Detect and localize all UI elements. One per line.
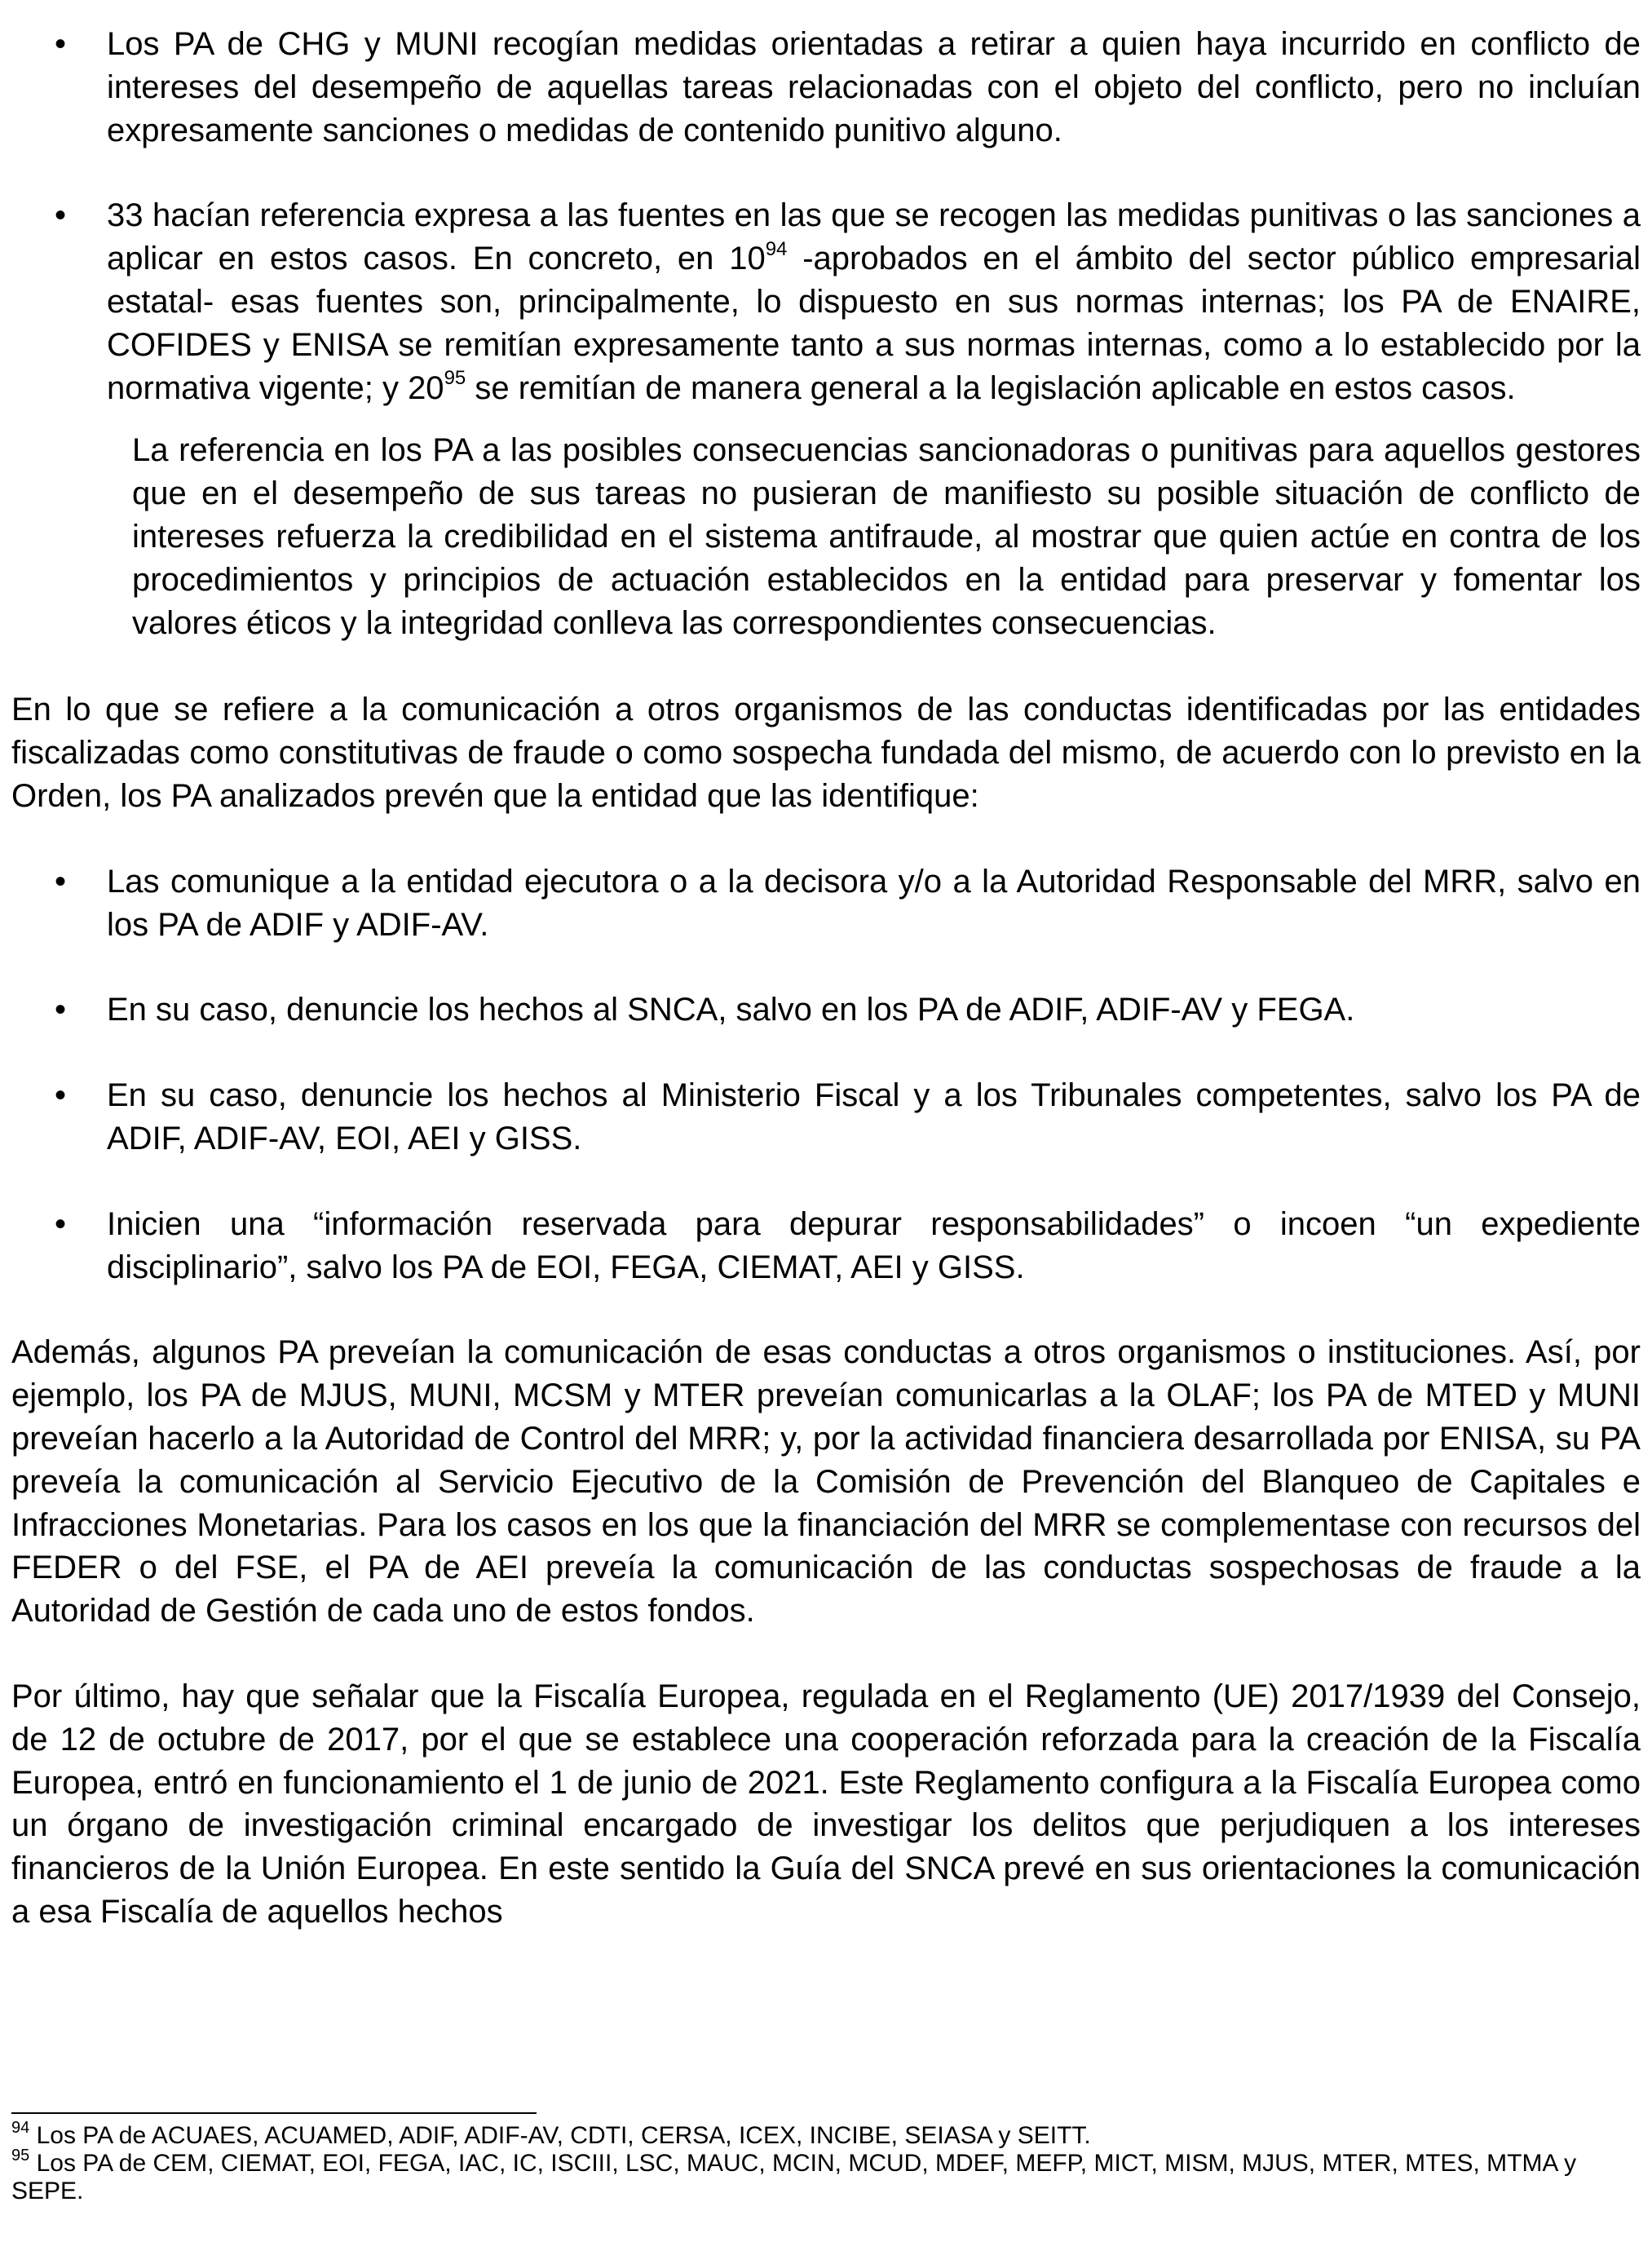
bullet-icon: •: [55, 863, 67, 900]
bullet-icon: •: [55, 26, 67, 62]
list-item: [11, 23, 1641, 152]
list-item: [11, 860, 1641, 947]
list-item-text: Los PA de CHG y MUNI recogían medidas orientadas a retirar a quien haya incurrido en conflicto de intereses del desempeño de aquellas tareas relacionadas con el objeto del conflicto, pero no incluían expresamente sanciones o medidas de contenido punitivo alguno.: [107, 26, 1641, 148]
list-item: [11, 988, 1641, 1032]
bullet-icon: •: [55, 1205, 67, 1242]
bullet-icon: •: [55, 1077, 67, 1114]
top-bullet-list: [11, 23, 1641, 409]
list-item: [11, 1203, 1641, 1289]
list-item-text: 33 hacían referencia expresa a las fuentes en las que se recogen las medidas punitivas o las sanciones a aplicar en estos casos. En concreto, en 10: [107, 197, 1641, 277]
list-item-text: En su caso, denuncie los hechos al SNCA, salvo en los PA de ADIF, ADIF-AV y FEGA.: [107, 992, 1355, 1028]
footnote-ref-95[interactable]: 95: [444, 367, 466, 390]
paragraph-ultimo: Por último, hay que señalar que la Fiscalía Europea, regulada en el Reglamento (UE) 2017/1939 del Consejo, de 12 de octubre de 2017, por el que se establece una cooperación reforzada para la creación de la Fiscalía Europea, entró en funcionamiento el 1 de junio de 2021. Este Reglamento configura a la Fiscalía Europea como un órgano de investigación criminal encargado de investigar los delitos que perjudiquen a los intereses financieros de la Unión Europea. En este sentido la Guía del SNCA prevé en sus orientaciones la comunicación a esa Fiscalía de aquellos hechos: [11, 1678, 1641, 1930]
footnote-95: [11, 2147, 1641, 2205]
list-item-text: En su caso, denuncie los hechos al Ministerio Fiscal y a los Tribunales competentes, salvo los PA de ADIF, ADIF-AV, EOI, AEI y GISS.: [107, 1077, 1641, 1156]
document-page: [11, 23, 1641, 1934]
footnote-separator: [11, 2112, 537, 2114]
footnote-number: 94: [11, 2119, 30, 2137]
bullet-icon: •: [55, 197, 67, 234]
footnote-94: [11, 2119, 1641, 2150]
footnote-text: Los PA de ACUAES, ACUAMED, ADIF, ADIF-AV, CDTI, CERSA, ICEX, INCIBE, SEIASA y SEITT.: [29, 2122, 1091, 2149]
intro-paragraph: En lo que se refiere a la comunicación a otros organismos de las conductas identificadas por las entidades fiscalizadas como constitutivas de fraude o como sospecha fundada del mismo, de acuerdo con lo previsto en la Orden, los PA analizados prevén que la entidad que las identifique:: [11, 692, 1641, 814]
footnotes: [11, 2119, 1641, 2205]
footnote-text: Los PA de CEM, CIEMAT, EOI, FEGA, IAC, IC, ISCIII, LSC, MAUC, MCIN, MCUD, MDEF, MEFP, MICT, MISM, MJUS, MTER, MTES, MTMA y SEPE.: [11, 2150, 1577, 2204]
list-item: [11, 194, 1641, 409]
list-item-text: -aprobados en el ámbito del sector público empresarial estatal- esas fuentes son, principalmente, lo dispuesto en sus normas internas; los PA de ENAIRE, COFIDES y ENISA se remitían expresamente tanto a sus normas internas, como a lo establecido por la normativa vigente; y 20: [107, 241, 1641, 406]
indented-paragraph: La referencia en los PA a las posibles consecuencias sancionadoras o punitivas para aquellos gestores que en el desempeño de sus tareas no pusieran de manifiesto su posible situación de conflicto de intereses refuerza la credibilidad en el sistema antifraude, al mostrar que quien actúe en contra de los procedimientos y principios de actuación establecidos en la entidad para preservar y fomentar los valores éticos y la integridad conlleva las correspondientes consecuencias.: [132, 432, 1641, 641]
list-item-text: Las comunique a la entidad ejecutora o a la decisora y/o a la Autoridad Responsable del MRR, salvo en los PA de ADIF y ADIF-AV.: [107, 863, 1641, 943]
list-item-text: Inicien una “información reservada para depurar responsabilidades” o incoen “un expediente disciplinario”, salvo los PA de EOI, FEGA, CIEMAT, AEI y GISS.: [107, 1205, 1641, 1285]
footnote-ref-94[interactable]: 94: [765, 237, 788, 260]
paragraph-ademas: Además, algunos PA preveían la comunicación de esas conductas a otros organismos o instituciones. Así, por ejemplo, los PA de MJUS, MUNI, MCSM y MTER preveían comunicarlas a la OLAF; los PA de MTED y MUNI preveían hacerlo a la Autoridad de Control del MRR; y, por la actividad financiera desarrollada por ENISA, su PA preveía la comunicación al Servicio Ejecutivo de la Comisión de Prevención del Blanqueo de Capitales e Infracciones Monetarias. Para los casos en los que la financiación del MRR se complementase con recursos del FEDER o del FSE, el PA de AEI preveía la comunicación de las conductas sospechosas de fraude a la Autoridad de Gestión de cada uno de estos fondos.: [11, 1334, 1641, 1629]
bullet-icon: •: [55, 992, 67, 1028]
middle-bullet-list: [11, 860, 1641, 1289]
list-item-text: se remitían de manera general a la legislación aplicable en estos casos.: [466, 369, 1516, 406]
list-item: [11, 1074, 1641, 1161]
footnote-number: 95: [11, 2147, 30, 2165]
